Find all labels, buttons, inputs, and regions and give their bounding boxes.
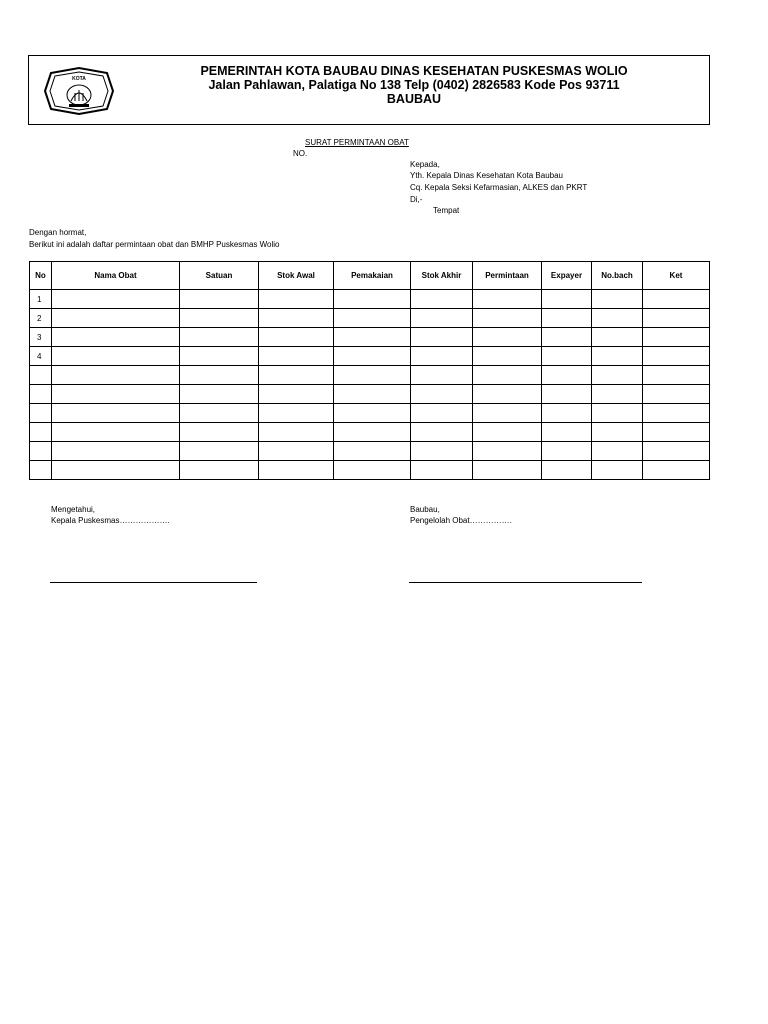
table-cell: [643, 404, 710, 423]
logo-text: KOTA: [72, 76, 86, 82]
letter-title: SURAT PERMINTAAN OBAT: [305, 138, 409, 147]
row-number: [30, 442, 52, 461]
table-cell: [180, 366, 259, 385]
table-cell: [259, 423, 334, 442]
right-signature-line1: Baubau,: [410, 505, 440, 514]
column-header: Permintaan: [473, 262, 542, 290]
table-cell: [411, 328, 473, 347]
table-cell: [334, 385, 411, 404]
medicine-request-table: [29, 261, 710, 480]
table-cell: [643, 423, 710, 442]
table-cell: [411, 404, 473, 423]
table-cell: [259, 442, 334, 461]
table-cell: [180, 385, 259, 404]
table-cell: [52, 290, 180, 309]
table-cell: [180, 423, 259, 442]
table-cell: [52, 461, 180, 480]
greeting: Dengan hormat,: [29, 228, 87, 237]
table-cell: [643, 461, 710, 480]
table-cell: [473, 290, 542, 309]
column-header: Stok Awal: [259, 262, 334, 290]
table-cell: [411, 423, 473, 442]
table-cell: [542, 423, 592, 442]
table-cell: [643, 347, 710, 366]
table-cell: [52, 385, 180, 404]
column-header: Expayer: [542, 262, 592, 290]
table-cell: [592, 423, 643, 442]
table-cell: [411, 366, 473, 385]
table-row: [30, 404, 710, 423]
recipient-label: Kepada,: [410, 160, 440, 169]
recipient-line3: Di,-: [410, 195, 423, 204]
recipient-line1: Yth. Kepala Dinas Kesehatan Kota Baubau: [410, 171, 563, 180]
table-cell: [52, 442, 180, 461]
table-cell: [259, 290, 334, 309]
table-cell: [592, 328, 643, 347]
table-cell: [334, 423, 411, 442]
column-header: No.bach: [592, 262, 643, 290]
table-row: [30, 442, 710, 461]
row-number: [30, 404, 52, 423]
column-header: Stok Akhir: [411, 262, 473, 290]
letter-number-label: NO.: [293, 149, 308, 158]
letterhead: [28, 55, 710, 125]
table-cell: [180, 290, 259, 309]
left-signature-line: [50, 582, 257, 583]
right-signature-line: [409, 582, 642, 583]
table-row: [30, 423, 710, 442]
table-row: [30, 385, 710, 404]
table-cell: [473, 423, 542, 442]
table-cell: [52, 423, 180, 442]
table-cell: [411, 309, 473, 328]
table-cell: [592, 290, 643, 309]
column-header: Nama Obat: [52, 262, 180, 290]
table-cell: [259, 328, 334, 347]
table-cell: [411, 347, 473, 366]
table-cell: [643, 442, 710, 461]
table-cell: [592, 385, 643, 404]
table-cell: [52, 347, 180, 366]
table-cell: [334, 461, 411, 480]
recipient-line2: Cq. Kepala Seksi Kefarmasian, ALKES dan PKRT: [410, 183, 588, 192]
left-signature-line2: Kepala Puskesmas……………….: [51, 516, 170, 525]
table-cell: [411, 461, 473, 480]
table-cell: [592, 442, 643, 461]
table-cell: [180, 328, 259, 347]
table-row: [30, 366, 710, 385]
table-cell: [180, 309, 259, 328]
column-header: Satuan: [180, 262, 259, 290]
table-cell: [259, 461, 334, 480]
left-signature-line1: Mengetahui,: [51, 505, 96, 514]
table-cell: [52, 309, 180, 328]
city-emblem-logo: [39, 65, 119, 117]
table-cell: [411, 442, 473, 461]
table-cell: [473, 347, 542, 366]
recipient-line4: Tempat: [433, 206, 460, 215]
table-cell: [334, 328, 411, 347]
letterhead-line2: Jalan Pahlawan, Palatiga No 138 Telp (0402) 2826583 Kode Pos 93711: [208, 78, 620, 92]
table-cell: [259, 385, 334, 404]
table-cell: [259, 404, 334, 423]
row-number: [30, 366, 52, 385]
row-number: 2: [30, 309, 52, 328]
table-cell: [643, 309, 710, 328]
table-cell: [411, 290, 473, 309]
table-cell: [542, 404, 592, 423]
table-cell: [334, 366, 411, 385]
table-cell: [180, 461, 259, 480]
letterhead-line3: BAUBAU: [386, 92, 442, 106]
table-cell: [542, 347, 592, 366]
table-cell: [334, 442, 411, 461]
table-cell: [473, 385, 542, 404]
table-cell: [473, 404, 542, 423]
table-row: [30, 461, 710, 480]
letterhead-line1: PEMERINTAH KOTA BAUBAU DINAS KESEHATAN PUSKESMAS WOLIO: [200, 64, 628, 78]
table-cell: [643, 366, 710, 385]
table-cell: [643, 328, 710, 347]
row-number: 3: [30, 328, 52, 347]
table-row: [30, 309, 710, 328]
table-cell: [52, 366, 180, 385]
table-cell: [643, 290, 710, 309]
table-cell: [542, 385, 592, 404]
table-cell: [473, 328, 542, 347]
table-row: [30, 290, 710, 309]
table-cell: [473, 366, 542, 385]
table-cell: [180, 404, 259, 423]
table-cell: [592, 309, 643, 328]
column-header: No: [30, 262, 52, 290]
column-header: Ket: [643, 262, 710, 290]
table-cell: [592, 366, 643, 385]
table-cell: [592, 461, 643, 480]
table-cell: [334, 404, 411, 423]
table-cell: [542, 290, 592, 309]
row-number: [30, 423, 52, 442]
table-cell: [542, 309, 592, 328]
intro-text: Berikut ini adalah daftar permintaan obat dan BMHP Puskesmas Wolio: [29, 240, 280, 249]
table-cell: [473, 309, 542, 328]
table-cell: [52, 328, 180, 347]
table-cell: [411, 385, 473, 404]
table-cell: [643, 385, 710, 404]
table-cell: [542, 328, 592, 347]
table-cell: [473, 461, 542, 480]
row-number: [30, 385, 52, 404]
table-cell: [259, 309, 334, 328]
table-cell: [542, 366, 592, 385]
table-cell: [473, 442, 542, 461]
table-cell: [180, 347, 259, 366]
row-number: [30, 461, 52, 480]
table-cell: [334, 309, 411, 328]
table-cell: [259, 366, 334, 385]
table-cell: [52, 404, 180, 423]
table-cell: [180, 442, 259, 461]
row-number: 1: [30, 290, 52, 309]
table-cell: [259, 347, 334, 366]
table-header-row: [30, 262, 710, 290]
table-cell: [334, 347, 411, 366]
table-cell: [592, 404, 643, 423]
table-row: [30, 328, 710, 347]
table-cell: [592, 347, 643, 366]
table-cell: [334, 290, 411, 309]
row-number: 4: [30, 347, 52, 366]
right-signature-line2: Pengelolah Obat…………….: [410, 516, 512, 525]
column-header: Pemakaian: [334, 262, 411, 290]
table-cell: [542, 442, 592, 461]
table-cell: [542, 461, 592, 480]
table-row: [30, 347, 710, 366]
